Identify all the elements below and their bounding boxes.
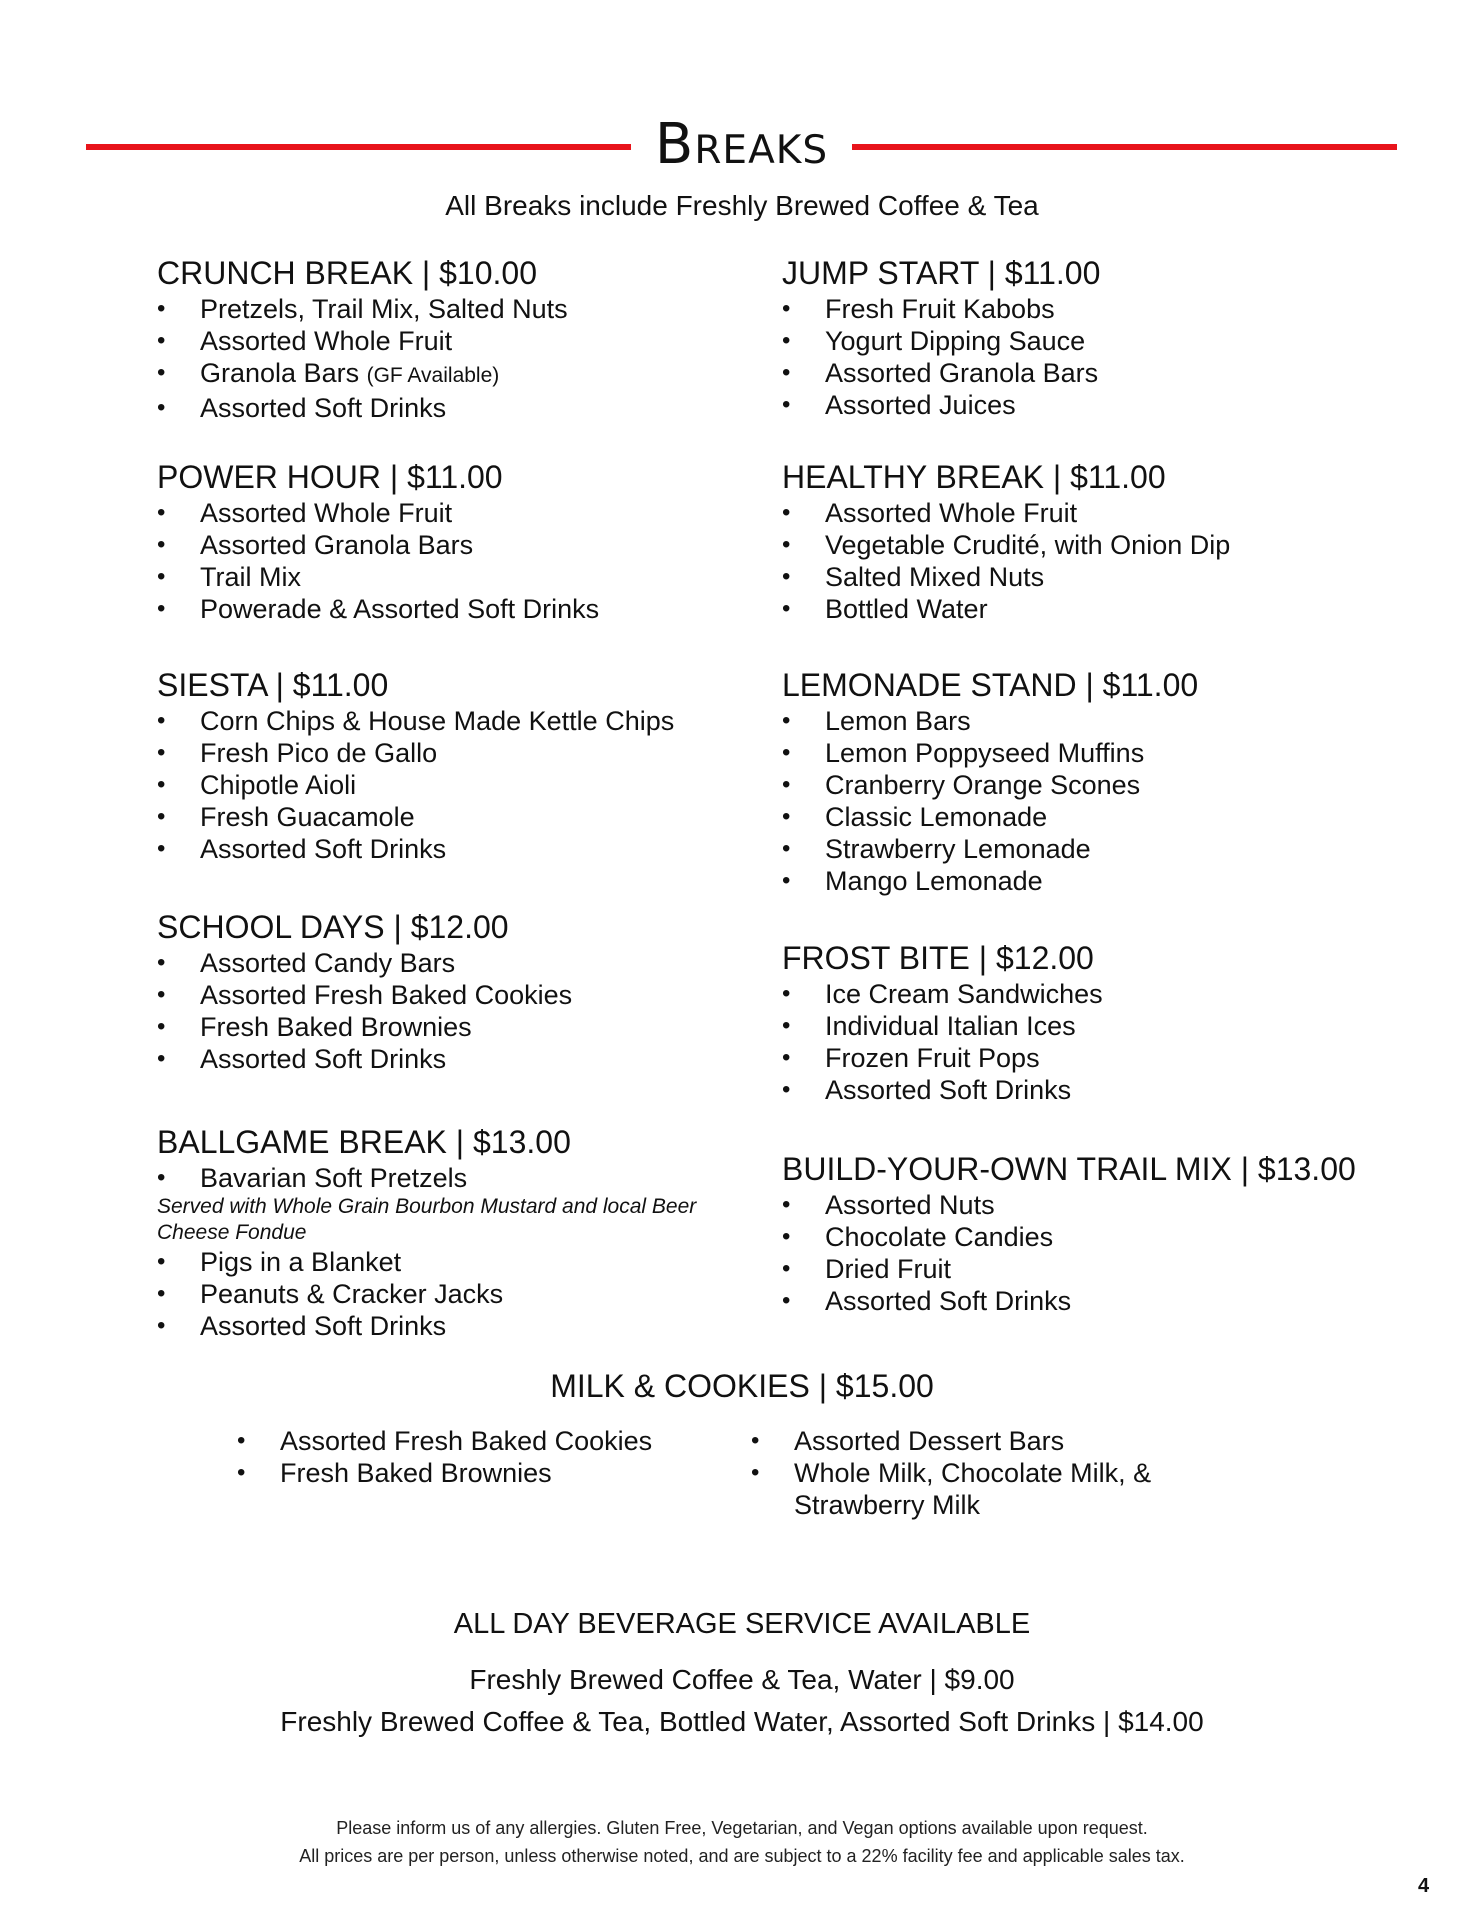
list-item: • Whole Milk, Chocolate Milk, & Strawberry Milk [751, 1457, 1154, 1521]
list-item: • Assorted Candy Bars [157, 947, 757, 979]
section-price: | $12.00 [978, 940, 1094, 976]
list-item: • Peanuts & Cracker Jacks [157, 1278, 757, 1310]
section-price: | $11.00 [389, 459, 503, 495]
list-item: • Cranberry Orange Scones [782, 769, 1382, 801]
list-item: • Bottled Water [782, 593, 1382, 625]
list-item: • Assorted Fresh Baked Cookies [157, 979, 757, 1011]
list-item: • Yogurt Dipping Sauce [782, 325, 1382, 357]
list-item: • Assorted Whole Fruit [157, 497, 757, 529]
page-header [86, 110, 1397, 180]
page-number: 4 [1418, 1875, 1430, 1897]
beverage-line: Freshly Brewed Coffee & Tea, Water | $9.00 [469, 1664, 1015, 1695]
list-item: • Pretzels, Trail Mix, Salted Nuts [157, 293, 757, 325]
list-item: • Salted Mixed Nuts [782, 561, 1382, 593]
list-item: • Fresh Baked Brownies [157, 1011, 757, 1043]
section-title [157, 457, 757, 497]
list-item: • Assorted Fresh Baked Cookies [237, 1425, 717, 1457]
list-item: • Frozen Fruit Pops [782, 1042, 1382, 1074]
list-item: • Assorted Granola Bars [782, 357, 1382, 389]
list-item: • Assorted Soft Drinks [157, 392, 757, 424]
list-item: • Assorted Soft Drinks [157, 1310, 757, 1342]
section-name: CRUNCH BREAK [157, 255, 414, 291]
section-ballgame-break [157, 1122, 757, 1342]
section-name: HEALTHY BREAK [782, 459, 1045, 495]
section-price: | $15.00 [818, 1368, 934, 1404]
list-item: • Assorted Dessert Bars [751, 1425, 1191, 1457]
section-name: BALLGAME BREAK [157, 1124, 447, 1160]
section-title [782, 665, 1382, 705]
section-healthy-break [782, 457, 1382, 625]
section-title [157, 1122, 757, 1162]
section-name: LEMONADE STAND [782, 667, 1077, 703]
list-item: • Assorted Nuts [782, 1189, 1382, 1221]
section-school-days [157, 907, 757, 1075]
list-item: • Corn Chips & House Made Kettle Chips [157, 705, 757, 737]
section-title [157, 665, 757, 705]
list-item: • Mango Lemonade [782, 865, 1382, 897]
list-item: • Individual Italian Ices [782, 1010, 1382, 1042]
milk-cookies-title [0, 1366, 1484, 1406]
section-name: BUILD-YOUR-OWN TRAIL MIX [782, 1151, 1232, 1187]
list-item: • Granola Bars (GF Available) [157, 357, 757, 392]
item-list [157, 705, 757, 865]
item-list [237, 1425, 717, 1489]
list-item: • Fresh Baked Brownies [237, 1457, 717, 1489]
header-rule-right [852, 144, 1397, 150]
list-item: • Powerade & Assorted Soft Drinks [157, 593, 757, 625]
item-list [782, 293, 1382, 421]
section-name: POWER HOUR [157, 459, 381, 495]
section-power-hour [157, 457, 757, 625]
section-price: | $13.00 [455, 1124, 571, 1160]
section-siesta [157, 665, 757, 865]
milk-cookies-col-2 [751, 1425, 1191, 1521]
beverage-line: Freshly Brewed Coffee & Tea, Bottled Water, Assorted Soft Drinks | $14.00 [280, 1706, 1204, 1737]
item-list [751, 1425, 1191, 1521]
section-title [157, 253, 757, 293]
list-item: • Assorted Juices [782, 389, 1382, 421]
page-title: Breaks [654, 112, 829, 177]
list-item: • Trail Mix [157, 561, 757, 593]
section-lemonade-stand [782, 665, 1382, 897]
list-item: • Lemon Poppyseed Muffins [782, 737, 1382, 769]
section-title [782, 253, 1382, 293]
list-item: • Fresh Guacamole [157, 801, 757, 833]
list-item: • Fresh Fruit Kabobs [782, 293, 1382, 325]
list-item: • Dried Fruit [782, 1253, 1382, 1285]
section-price: | $12.00 [393, 909, 509, 945]
page-subtitle: All Breaks include Freshly Brewed Coffee & Tea [445, 190, 1039, 221]
section-crunch-break [157, 253, 757, 424]
footer-pricing-note: All prices are per person, unless otherwise noted, and are subject to a 22% facility fee and applicable sales tax. [299, 1846, 1185, 1866]
section-title [782, 1149, 1382, 1189]
list-item: • Ice Cream Sandwiches [782, 978, 1382, 1010]
list-item: • Assorted Soft Drinks [782, 1285, 1382, 1317]
item-list [157, 293, 757, 424]
section-name: SCHOOL DAYS [157, 909, 385, 945]
gf-note: (GF Available) [366, 364, 500, 387]
item-list [782, 978, 1382, 1106]
milk-cookies-col-1 [237, 1425, 717, 1489]
item-list [782, 497, 1382, 625]
footer-allergy-note: Please inform us of any allergies. Gluten Free, Vegetarian, and Vegan options available upon request. [336, 1818, 1148, 1838]
section-price: | $10.00 [421, 255, 537, 291]
item-list [157, 947, 757, 1075]
item-list [157, 497, 757, 625]
list-item: • Assorted Soft Drinks [157, 833, 757, 865]
section-name: MILK & COOKIES [550, 1368, 810, 1404]
list-item: • Chipotle Aioli [157, 769, 757, 801]
item-list [157, 1246, 757, 1342]
item-list [157, 1162, 757, 1194]
list-item: • Lemon Bars [782, 705, 1382, 737]
list-item: • Assorted Soft Drinks [157, 1043, 757, 1075]
list-item: • Assorted Granola Bars [157, 529, 757, 561]
list-item: • Strawberry Lemonade [782, 833, 1382, 865]
list-item: • Assorted Whole Fruit [782, 497, 1382, 529]
header-rule-left [86, 144, 631, 150]
section-title [157, 907, 757, 947]
section-name: JUMP START [782, 255, 979, 291]
section-name: FROST BITE [782, 940, 970, 976]
list-item: • Assorted Soft Drinks [782, 1074, 1382, 1106]
list-item: • Pigs in a Blanket [157, 1246, 757, 1278]
section-title [782, 457, 1382, 497]
list-item: • Chocolate Candies [782, 1221, 1382, 1253]
pretzel-note: Served with Whole Grain Bourbon Mustard and local Beer Cheese Fondue [157, 1195, 697, 1244]
section-price: | $11.00 [1052, 459, 1166, 495]
section-trail-mix [782, 1149, 1382, 1317]
section-price: | $11.00 [275, 667, 389, 703]
section-jump-start [782, 253, 1382, 421]
beverage-title: ALL DAY BEVERAGE SERVICE AVAILABLE [453, 1608, 1031, 1640]
section-frost-bite [782, 938, 1382, 1106]
list-item: • Assorted Whole Fruit [157, 325, 757, 357]
section-title [782, 938, 1382, 978]
list-item: • Classic Lemonade [782, 801, 1382, 833]
section-price: | $13.00 [1240, 1151, 1356, 1187]
list-item: • Vegetable Crudité, with Onion Dip [782, 529, 1382, 561]
list-item: • Bavarian Soft Pretzels [157, 1162, 757, 1194]
section-price: | $11.00 [1085, 667, 1199, 703]
item-list [782, 1189, 1382, 1317]
section-name: SIESTA [157, 667, 267, 703]
item-list [782, 705, 1382, 897]
list-item: • Fresh Pico de Gallo [157, 737, 757, 769]
section-price: | $11.00 [987, 255, 1101, 291]
